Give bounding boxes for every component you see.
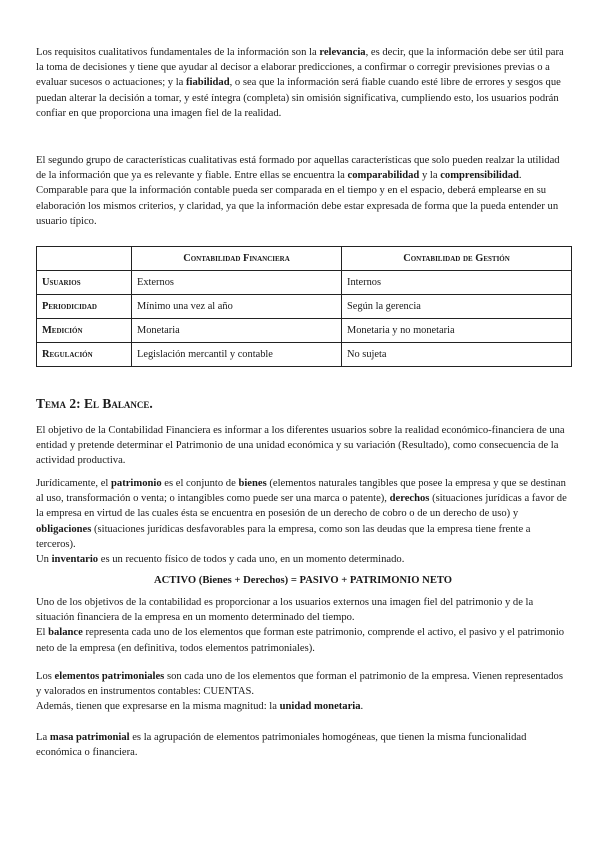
- table-row: [37, 319, 572, 343]
- table-header-cell: Contabilidad Financiera: [132, 247, 342, 271]
- row-label: Periodicidad: [37, 295, 132, 319]
- table-cell: Internos: [342, 271, 572, 295]
- term-bienes: bienes: [238, 478, 267, 489]
- table-header-row: [37, 247, 572, 271]
- term-unidad-monetaria: unidad monetaria: [279, 701, 361, 713]
- term-balance: balance: [48, 627, 83, 639]
- paragraph-segundo-grupo: [36, 153, 568, 229]
- term-obligaciones: obligaciones: [36, 523, 92, 535]
- text-run: es la agrupación de elementos patrimoniales homogéneas, que tienen la misma funcionalidad económica o financiera.: [36, 732, 527, 759]
- paragraph-balance: [36, 595, 570, 656]
- table-cell: Externos: [132, 271, 342, 295]
- table-cell: No sujeta: [342, 343, 572, 367]
- row-label: Usuarios: [37, 271, 132, 295]
- text-run: Jurídicamente, el: [36, 478, 112, 489]
- table-row: [37, 271, 572, 295]
- term-comparabilidad: comparabilidad: [347, 170, 420, 182]
- term-derechos: derechos: [389, 493, 430, 505]
- paragraph-patrimonio: [36, 476, 570, 567]
- text-run: (situaciones jurídicas a favor de la empresa en virtud de las cuales ésta se encuentra en posesión de un derecho de cobro o de un derecho de uso) y: [36, 493, 567, 520]
- text-run: Un: [36, 554, 52, 566]
- section-title: Tema 2: El Balance.: [36, 396, 153, 411]
- table-cell: Mínimo una vez al año: [132, 295, 342, 319]
- text-run: y la: [419, 170, 441, 182]
- table-row: [37, 343, 572, 367]
- text-run: , o sea que la información será fiable cuando esté libre de errores y sesgos que puedan alterar la decisión a tomar, y esté íntegra (completa) sin omisión significativa, cumpliendo esto, los usuarios podrán confiar en que proporciona una imagen fiel de la realidad.: [36, 77, 561, 119]
- text-run: Además, tienen que expresarse en la misma magnitud: la: [36, 701, 280, 713]
- balance-equation: ACTIVO (Bienes + Derechos) = PASIVO + PATRIMONIO NETO: [153, 575, 453, 586]
- text-run: El segundo grupo de características cualitativas está formado por aquellas características que solo pueden realzar la utilidad de la información que ya es relevante y fiable. Entre ellas se encuentra la: [36, 155, 560, 182]
- table-row: [37, 295, 572, 319]
- text-run: representa cada uno de los elementos que forman este patrimonio, comprende el activo, el pasivo y el patrimonio neto de la empresa (en definitiva, todos elementos patrimoniales).: [36, 627, 565, 654]
- table-cell: Legislación mercantil y contable: [132, 343, 342, 367]
- table-cell: Según la gerencia: [342, 295, 572, 319]
- text-run: Los: [36, 671, 55, 682]
- comparison-table: [36, 246, 572, 367]
- text-run: (situaciones jurídicas desfavorables para la empresa, como son las deudas que la empresa tiene frente a terceros).: [36, 523, 531, 550]
- text-run: Uno de los objetivos de la contabilidad es proporcionar a los usuarios externos una imagen fiel del patrimonio y de la situación financiera de la empresa en un momento determinado del tiempo.: [36, 597, 534, 624]
- table-header-cell: [37, 247, 132, 271]
- term-fiabilidad: fiabilidad: [186, 77, 230, 89]
- text-run: .: [360, 701, 364, 713]
- term-inventario: inventario: [51, 554, 99, 566]
- text-run: , es decir, que la información debe ser útil para la toma de decisiones y tiene que ayudar al decisor a elaborar predicciones, a confirmar o corregir previsiones previas o a evaluar sucesos o actuaciones; y la: [36, 47, 564, 89]
- text-run: Los requisitos cualitativos fundamentales de la información son la: [36, 47, 320, 58]
- table-header-cell: Contabilidad de Gestión: [342, 247, 572, 271]
- text-run: (elementos naturales tangibles que posee la empresa y que se destinan al uso, transformación o venta; o intangibles como puede ser una marca o patente),: [36, 478, 566, 505]
- paragraph-objetivo: El objetivo de la Contabilidad Financiera es informar a los diferentes usuarios sobre la realidad económico-financiera de una entidad y pretende determinar el Patrimonio de una unidad económica y su variación (Resultado), como consecuencia de la actividad productiva.: [36, 425, 565, 467]
- paragraph-masa-patrimonial: [36, 730, 570, 760]
- term-patrimonio: patrimonio: [111, 478, 162, 489]
- row-label: Regulación: [37, 343, 132, 367]
- text-run: son cada uno de los elementos que forman el patrimonio de la empresa. Vienen representados y valorados en instrumentos contables: CUENTAS.: [36, 671, 563, 698]
- term-elementos-patrimoniales: elementos patrimoniales: [54, 671, 165, 682]
- term-masa-patrimonial: masa patrimonial: [49, 732, 130, 743]
- term-comprensibilidad: comprensibilidad: [440, 170, 519, 182]
- paragraph-elementos: [36, 669, 570, 715]
- text-run: La: [36, 732, 50, 743]
- term-relevancia: relevancia: [319, 47, 366, 58]
- table-cell: Monetaria y no monetaria: [342, 319, 572, 343]
- paragraph-requisitos: [36, 45, 568, 121]
- text-run: . Comparable para que la información contable pueda ser comparada en el tiempo y en el espacio, deberá emplearse en su elaboración los mismos criterios, y claridad, ya que la información debe estar expresada de forma que la pueda entender un usuario típico.: [36, 170, 559, 227]
- text-run: es un recuento físico de todos y cada uno, en un momento determinado.: [98, 554, 405, 566]
- text-run: es el conjunto de: [161, 478, 239, 489]
- text-run: El: [36, 627, 49, 639]
- row-label: Medición: [37, 319, 132, 343]
- table-cell: Monetaria: [132, 319, 342, 343]
